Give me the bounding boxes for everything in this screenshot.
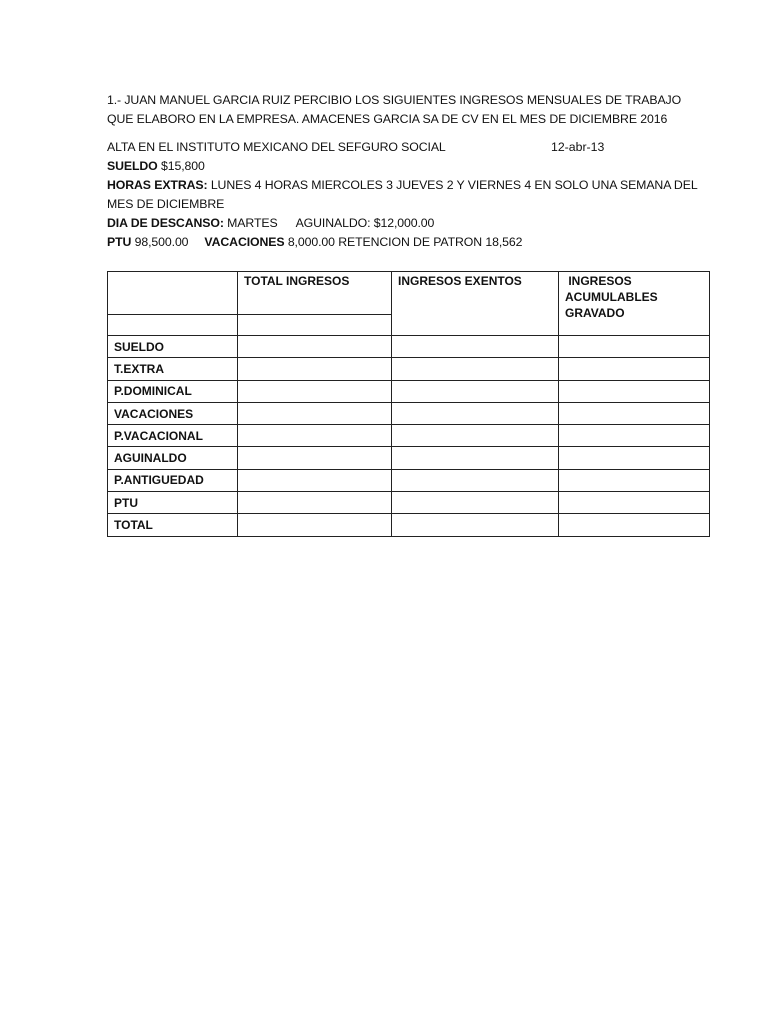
sueldo-line	[107, 159, 205, 173]
entry-cell[interactable]	[392, 492, 559, 514]
entry-cell[interactable]	[559, 425, 710, 447]
entry-cell[interactable]	[392, 469, 559, 491]
sueldo-value: $15,800	[157, 159, 205, 173]
table-row	[108, 380, 710, 402]
entry-cell[interactable]	[392, 380, 559, 402]
entry-cell[interactable]	[392, 402, 559, 424]
table-row	[108, 336, 710, 358]
header-row	[108, 272, 710, 315]
entry-cell[interactable]	[559, 447, 710, 469]
entry-cell[interactable]	[559, 380, 710, 402]
alta-text: ALTA EN EL INSTITUTO MEXICANO DEL SEFGURO SOCIAL	[107, 140, 446, 154]
entry-cell[interactable]	[392, 447, 559, 469]
row-label: P.VACACIONAL	[108, 425, 238, 447]
descanso-line	[107, 216, 434, 230]
entry-cell[interactable]	[238, 358, 392, 380]
header-subrow-cell	[238, 315, 392, 336]
row-label: P.DOMINICAL	[108, 380, 238, 402]
entry-cell[interactable]	[559, 492, 710, 514]
entry-cell[interactable]	[238, 469, 392, 491]
table-row	[108, 402, 710, 424]
entry-cell[interactable]	[559, 336, 710, 358]
entry-cell[interactable]	[238, 492, 392, 514]
table-row	[108, 447, 710, 469]
header-ingresos-acumulables	[559, 272, 710, 336]
entry-cell[interactable]	[559, 402, 710, 424]
horas-extras-value: LUNES 4 HORAS MIERCOLES 3 JUEVES 2 Y VIERNES 4 EN SOLO UNA SEMANA DEL	[207, 178, 698, 192]
table-body	[108, 336, 710, 537]
row-label: T.EXTRA	[108, 358, 238, 380]
entry-cell[interactable]	[392, 514, 559, 536]
table-row	[108, 514, 710, 536]
entry-cell[interactable]	[392, 425, 559, 447]
table-row	[108, 425, 710, 447]
entry-cell[interactable]	[559, 358, 710, 380]
entry-cell[interactable]	[238, 402, 392, 424]
ptu-label: PTU	[107, 235, 132, 249]
problem-statement-line-2: QUE ELABORO EN LA EMPRESA. AMACENES GARCIA SA DE CV EN EL MES DE DICIEMBRE 2016	[107, 112, 668, 126]
row-label: VACACIONES	[108, 402, 238, 424]
horas-extras-continuation: MES DE DICIEMBRE	[107, 197, 225, 211]
header-ingresos-exentos: INGRESOS EXENTOS	[392, 272, 559, 336]
row-label: TOTAL	[108, 514, 238, 536]
header-subrow-cell	[108, 315, 238, 336]
sueldo-label: SUELDO	[107, 159, 158, 173]
entry-cell[interactable]	[238, 447, 392, 469]
ptu-line	[107, 235, 522, 249]
table-row	[108, 358, 710, 380]
header-empty-cell	[108, 272, 238, 315]
descanso-label: DIA DE DESCANSO:	[107, 216, 224, 230]
horas-extras-label: HORAS EXTRAS:	[107, 178, 208, 192]
ptu-value: 98,500.00	[131, 235, 189, 249]
entry-cell[interactable]	[392, 336, 559, 358]
header-acumulables-line-2: ACUMULABLES	[565, 290, 658, 304]
table-row	[108, 469, 710, 491]
entry-cell[interactable]	[238, 514, 392, 536]
header-acumulables-line-1: INGRESOS	[565, 274, 632, 288]
entry-cell[interactable]	[238, 336, 392, 358]
header-total-ingresos: TOTAL INGRESOS	[238, 272, 392, 315]
table-row	[108, 492, 710, 514]
entry-cell[interactable]	[238, 425, 392, 447]
income-table	[107, 271, 710, 537]
row-label: P.ANTIGUEDAD	[108, 469, 238, 491]
entry-cell[interactable]	[559, 514, 710, 536]
descanso-value: MARTES	[223, 216, 278, 230]
entry-cell[interactable]	[238, 380, 392, 402]
entry-cell[interactable]	[559, 469, 710, 491]
row-label: SUELDO	[108, 336, 238, 358]
horas-extras-line	[107, 178, 698, 192]
header-acumulables-line-3: GRAVADO	[565, 306, 625, 320]
aguinaldo-text: AGUINALDO: $12,000.00	[295, 216, 435, 230]
vacaciones-label: VACACIONES	[204, 235, 285, 249]
row-label: PTU	[108, 492, 238, 514]
row-label: AGUINALDO	[108, 447, 238, 469]
entry-cell[interactable]	[392, 358, 559, 380]
alta-date: 12-abr-13	[551, 140, 605, 154]
problem-statement-line-1: 1.- JUAN MANUEL GARCIA RUIZ PERCIBIO LOS SIGUIENTES INGRESOS MENSUALES DE TRABAJO	[107, 93, 682, 107]
vacaciones-value: 8,000.00 RETENCION DE PATRON 18,562	[284, 235, 523, 249]
